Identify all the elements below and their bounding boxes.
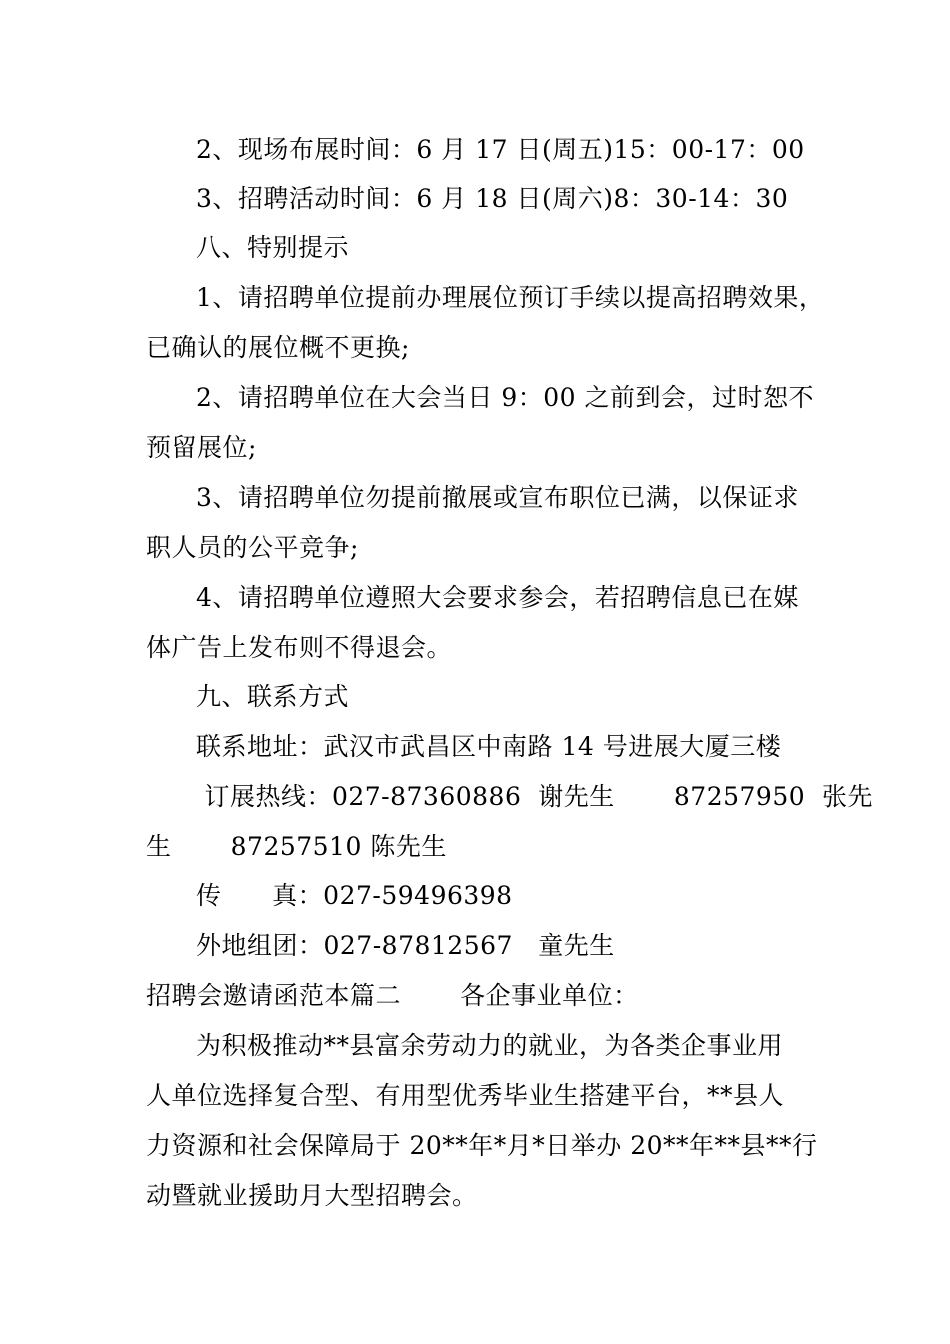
text-line: 传 真：027-59496398 [196, 881, 513, 910]
text-line: 生 87257510 陈先生 [146, 832, 447, 861]
section-heading: 招聘会邀请函范本篇二 各企事业单位： [146, 981, 639, 1010]
text-line: 体广告上发布则不得退会。 [146, 633, 453, 662]
text-line: 职人员的公平竞争; [146, 533, 359, 562]
text-line: 1、请招聘单位提前办理展位预订手续以提高招聘效果， [196, 283, 825, 312]
section-heading: 九、联系方式 [196, 682, 350, 711]
text-line: 3、请招聘单位勿提前撤展或宣布职位已满，以保证求 [196, 483, 799, 512]
text-line: 联系地址：武汉市武昌区中南路 14 号进展大厦三楼 [196, 732, 782, 761]
text-line: 外地组团：027-87812567 童先生 [196, 931, 615, 960]
text-line: 动暨就业援助月大型招聘会。 [146, 1181, 478, 1210]
text-line: 已确认的展位概不更换; [146, 333, 410, 362]
text-line: 3、招聘活动时间：6 月 18 日(周六)8：30-14：30 [196, 184, 789, 213]
section-heading: 八、特别提示 [196, 233, 350, 262]
text-line: 为积极推动**县富余劳动力的就业，为各类企事业用 [196, 1031, 784, 1060]
text-line: 力资源和社会保障局于 20**年*月*日举办 20**年**县**行 [146, 1131, 818, 1160]
text-line: 订展热线：027-87360886 谢先生 87257950 张先 [196, 782, 874, 811]
text-line: 预留展位; [146, 433, 257, 462]
text-line: 人单位选择复合型、有用型优秀毕业生搭建平台，**县人 [146, 1081, 785, 1110]
text-line: 2、现场布展时间：6 月 17 日(周五)15：00-17：00 [196, 135, 805, 164]
text-line: 4、请招聘单位遵照大会要求参会，若招聘信息已在媒 [196, 583, 799, 612]
text-line: 2、请招聘单位在大会当日 9：00 之前到会，过时恕不 [196, 383, 815, 412]
